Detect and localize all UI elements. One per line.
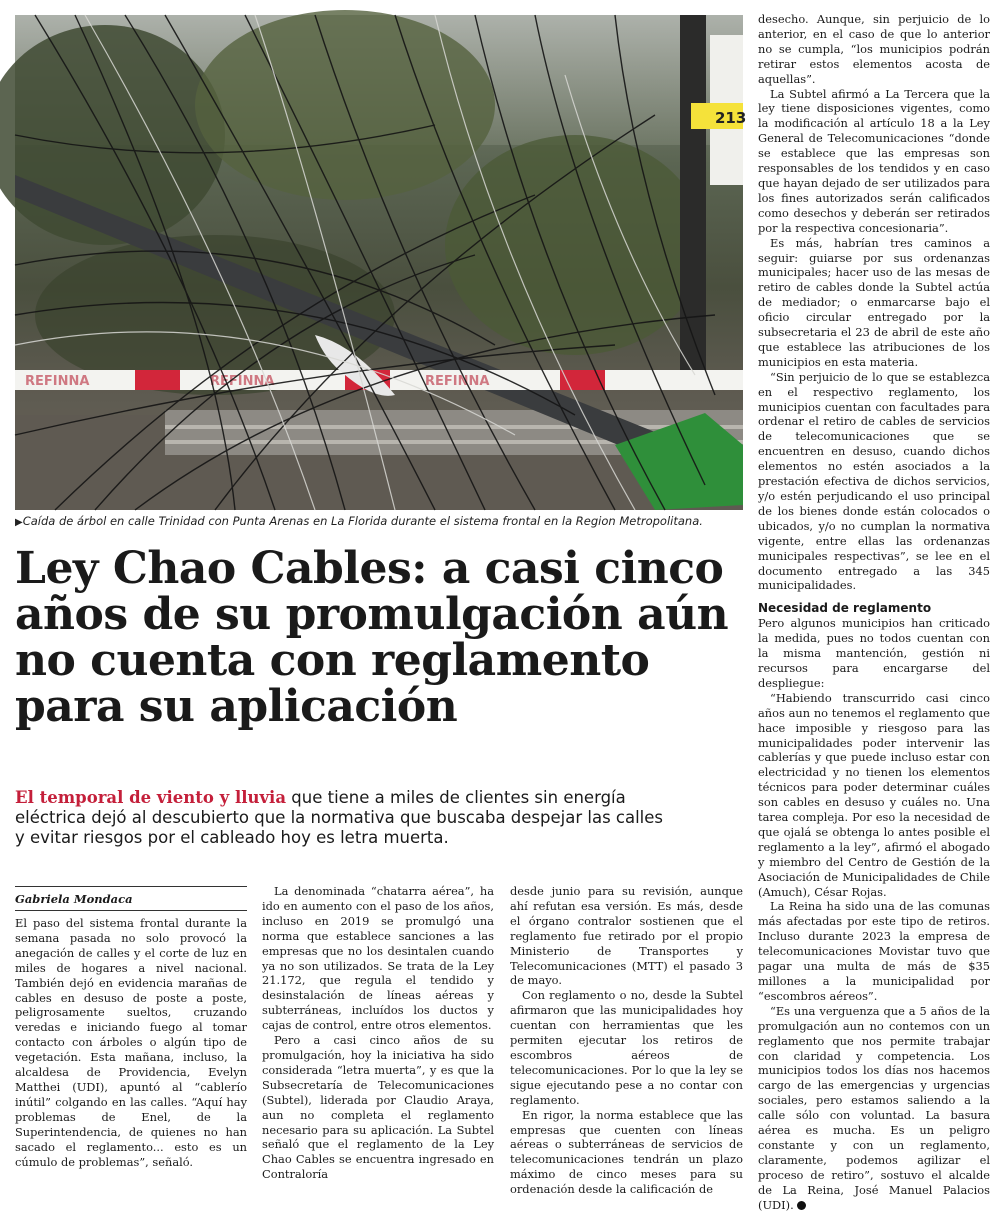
photo-caption [15, 514, 743, 528]
paragraph: La Subtel afirmó a La Tercera que la ley tiene disposiciones vigentes, como la modificación al artículo 18 a la Ley General de Telecomunicaciones “donde se establece que las empresas son responsables de los tendidos y en caso que hayan dejado de ser utilizados para los fines autorizados serán calificados como desechos y deberán ser retirados por la respectiva concesionaria”. [758, 86, 990, 235]
byline-rule [15, 910, 247, 911]
paragraph: desecho. Aunque, sin perjuicio de lo anterior, en el caso de que lo anterior no se cumpla, “los municipios podrán retirar estos elementos acosta de aquellas”. [758, 12, 990, 86]
column-3 [510, 884, 743, 1197]
lede-highlight: El temporal de viento y lluvia [15, 788, 287, 807]
news-photo [15, 15, 747, 510]
subheading: Necesidad de reglamento [758, 601, 932, 616]
paragraph: desde junio para su revisión, aunque ahí refutan esa versión. Es más, desde el órgano contralor sostienen que el reglamento fue retirado por el propio Ministerio de Transportes y Telecomunicaciones (MTT) el pasado 3 de mayo. [510, 884, 743, 988]
paragraph: “Habiendo transcurrido casi cinco años aun no tenemos el reglamento que hace imposible y riesgoso para las municipalidades poder intervenir las cablerías y que puede incluso estar con electricidad y no tienen los elementos técnicos para poder determinar cuáles son cables en desuso y cuáles no. Una tarea compleja. Por eso la necesidad de que ojalá se obtenga lo antes posible el reglamento a la ley”, afirmó el abogado y miembro del Centro de Gestión de la Asociación de Municipalidades de Chile (Amuch), César Rojas. [758, 690, 990, 899]
column-4 [758, 12, 990, 1213]
headline: Ley Chao Cables: a casi cinco años de su promulgación aún no cuenta con reglamento para su aplicación [15, 543, 729, 732]
paragraph: En rigor, la norma establece que las empresas que cuenten con líneas aéreas o subterráneas de servicios de telecomunicaciones tendrán un plazo máximo de cinco meses para su ordenación desde la calificación de [510, 1107, 743, 1197]
byline: Gabriela Mondaca [15, 892, 133, 906]
lede-text: que tiene a miles de clientes sin energía eléctrica dejó al descubierto que la normativa que buscaba despejar las calles y evitar riesgos por el cableado hoy es letra muerta. [15, 788, 664, 847]
paragraph: Pero algunos municipios han criticado la medida, pues no todos cuentan con la misma mantención, gestión ni recursos para encargarse del despliegue: [758, 616, 990, 690]
caption-text: Caída de árbol en calle Trinidad con Punta Arenas en La Florida durante el sistema frontal en la Region Metropolitana. [22, 514, 703, 528]
paragraph: La denominada “chatarra aérea”, ha ido en aumento con el paso de los años, incluso en 2019 se promulgó una norma que establece sanciones a las empresas que no los desintalen cuando ya no son utilizados. Se trata de la Ley 21.172, que regula el tendido y desinstalación de líneas aéreas y subterráneas, incluídos los ductos y cajas de control, entre otros elementos. [262, 884, 494, 1033]
byline-rule [15, 886, 247, 887]
paragraph: La Reina ha sido una de las comunas más afectadas por este tipo de retiros. Incluso durante 2023 la empresa de telecomunicaciones Movistar tuvo que pagar una multa de más de $35 millones a la municipalidad por “escombros aéreos”. [758, 899, 990, 1003]
column-2 [262, 884, 494, 1182]
column-1 [15, 916, 247, 1169]
tape-text: REFINNA [25, 374, 90, 389]
paragraph: El paso del sistema frontal durante la semana pasada no solo provocó la anegación de calles y el corte de luz en miles de hogares a nivel nacional. También dejó en evidencia marañas de cables en desuso de poste a poste, peligrosamente sueltos, cruzando veredas e iniciando fuego al tomar contacto con árboles o algún tipo de vegetación. Esta mañana, incluso, la alcaldesa de Providencia, Evelyn Matthei (UDI), apuntó al “cablerío inútil” colgando en las calles. “Aquí hay problemas de Enel, de la Superintendencia, de quienes no han sacado el reglamento... esto es un cúmulo de problemas”, señaló. [15, 916, 247, 1169]
sign-number: 213 [715, 109, 747, 127]
end-mark-icon [797, 1201, 806, 1210]
paragraph: Es más, habrían tres caminos a seguir: guiarse por sus ordenanzas municipales; hacer uso de las mesas de retiro de cables donde la Subtel actúa de mediador; o enmarcarse bajo el oficio circular entregado por la subsecretaria el 23 de abril de este año que establece las atribuciones de los municipios en esta materia. [758, 235, 990, 369]
caption-marker: ▶ [15, 517, 23, 528]
tape-text: REFINNA [210, 374, 275, 389]
paragraph: “Sin perjuicio de lo que se establezca en el respectivo reglamento, los municipios cuentan con facultades para ordenar el retiro de cables de servicios de telecomunicaciones que se encuentren en desuso, cuando dichos elementos no estén asociados a la prestación efectiva de dichos servicios, y/o estén perjudicando el uso principal de los bienes donde están colocados o ubicados, y/o no cumplan la normativa vigente, entre ellas las ordenanzas municipales respectivas”, se lee en el documento entregado a las 345 municipalidades. [758, 369, 990, 593]
paragraph: Con reglamento o no, desde la Subtel afirmaron que las municipalidades hoy cuentan con herramientas que les permiten ejecutar los retiros de escombros aéreos de telecomunicaciones. Por lo que la ley se sigue ejecutando pese a no contar con reglamento. [510, 988, 743, 1107]
closing-paragraph-text: “Es una verguenza que a 5 años de la promulgación aun no contemos con un reglamento que nos permite trabajar con claridad y competencia. Los municipios todos los días nos hacemos cargo de las emergencias y urgencias sociales, pero estamos saliendo a la calle sólo con voluntad. La basura aérea es mucha. Es un peligro constante y con un reglamento, claramente, podemos agilizar el proceso de retiro”, sostuvo el alcalde de La Reina, José Manuel Palacios (UDI). [758, 1003, 990, 1212]
lede [15, 788, 675, 848]
fallen-cables-illustration [15, 15, 747, 510]
paragraph: Pero a casi cinco años de su promulgación, hoy la iniciativa ha sido considerada “letra muerta”, y es que la Subsecretaría de Telecomunicaciones (Subtel), liderada por Claudio Araya, aun no completa el reglamento necesario para su aplicación. La Subtel señaló que el reglamento de la Ley Chao Cables se encuentra ingresado en Contraloría [262, 1033, 494, 1182]
paragraph [758, 1004, 990, 1213]
tape-text: REFINNA [425, 374, 490, 389]
